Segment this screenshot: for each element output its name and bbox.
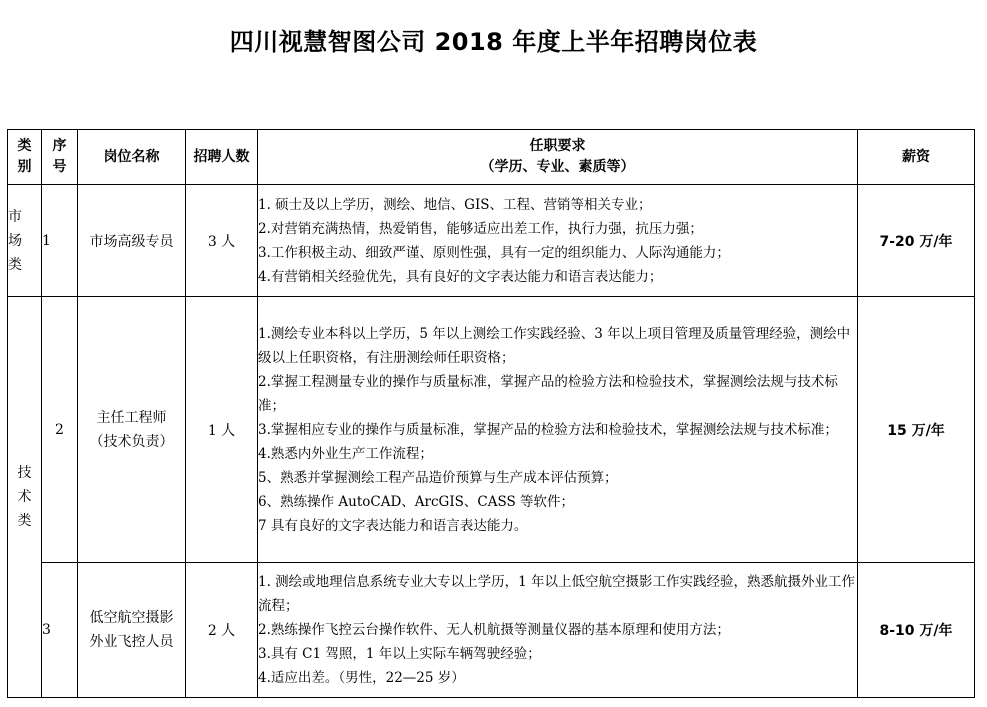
table-row: [8, 297, 975, 563]
header-category: 类 别: [8, 130, 42, 185]
serial-cell: 1: [42, 185, 78, 297]
category-cell: 市 场 类: [8, 185, 42, 297]
requirement-item: 2.熟练操作飞控云台操作软件、无人机航摄等测量仪器的基本原理和使用方法；: [258, 622, 730, 638]
requirement-item: 7 具有良好的文字表达能力和语言表达能力。: [258, 517, 528, 534]
header-requirements: 任职要求 （学历、专业、素质等）: [258, 130, 858, 185]
header-salary: 薪资: [858, 130, 975, 185]
salary-cell: 7-20 万/年: [858, 185, 975, 297]
table-row: [8, 185, 975, 297]
requirement-item: 3.工作积极主动、细致严谨、原则性强，具有一定的组织能力、人际沟通能力；: [258, 244, 730, 261]
recruitment-table: [7, 129, 975, 698]
position-cell: 低空航空摄影 外业飞控人员: [78, 563, 186, 698]
requirement-item: 1. 测绘或地理信息系统专业大专以上学历，1 年以上低空航空摄影工作实践经验，熟悉航摄外业工作流程；: [258, 574, 856, 614]
requirement-item: 2.掌握工程测量专业的操作与质量标准，掌握产品的检验方法和检验技术，掌握测绘法规与技术标准；: [258, 373, 838, 414]
requirement-item: 3.具有 C1 驾照，1 年以上实际车辆驾驶经验；: [258, 646, 541, 662]
serial-cell: 3: [42, 563, 78, 698]
requirements-cell: [258, 185, 858, 297]
requirement-item: 4.适应出差。（男性，22—25 岁）: [258, 670, 465, 686]
requirement-item: 1. 硕士及以上学历，测绘、地信、GIS、工程、营销等相关专业；: [258, 196, 652, 213]
requirement-item: 4.熟悉内外业生产工作流程；: [258, 445, 433, 462]
headcount-cell: 3 人: [186, 185, 258, 297]
category-cell: 技 术 类: [8, 297, 42, 698]
header-row: [8, 130, 975, 185]
requirement-item: 3.掌握相应专业的操作与质量标准，掌握产品的检验方法和检验技术，掌握测绘法规与技术标准；: [258, 421, 838, 438]
headcount-cell: 2 人: [186, 563, 258, 698]
salary-cell: 8-10 万/年: [858, 563, 975, 698]
header-position: 岗位名称: [78, 130, 186, 185]
requirement-item: 4.有营销相关经验优先，具有良好的文字表达能力和语言表达能力；: [258, 268, 663, 285]
table-row: [8, 563, 975, 698]
requirements-cell: [258, 563, 858, 698]
header-serial: 序 号: [42, 130, 78, 185]
salary-cell: 15 万/年: [858, 297, 975, 563]
serial-cell: 2: [42, 297, 78, 563]
requirement-item: 6、熟练操作 AutoCAD、ArcGIS、CASS 等软件；: [258, 493, 575, 510]
requirement-item: 5、熟悉并掌握测绘工程产品造价预算与生产成本评估预算；: [258, 469, 618, 486]
header-headcount: 招聘人数: [186, 130, 258, 185]
page-title: 四川视慧智图公司 2018 年度上半年招聘岗位表: [229, 28, 758, 56]
requirement-item: 1.测绘专业本科以上学历，5 年以上测绘工作实践经验、3 年以上项目管理及质量管理经验，测绘中级以上任职资格，有注册测绘师任职资格；: [258, 325, 851, 366]
requirement-item: 2.对营销充满热情，热爱销售，能够适应出差工作，执行力强，抗压力强；: [258, 220, 703, 237]
position-cell: 市场高级专员: [78, 185, 186, 297]
requirements-cell: [258, 297, 858, 563]
headcount-cell: 1 人: [186, 297, 258, 563]
position-cell: 主任工程师 （技术负责）: [78, 297, 186, 563]
